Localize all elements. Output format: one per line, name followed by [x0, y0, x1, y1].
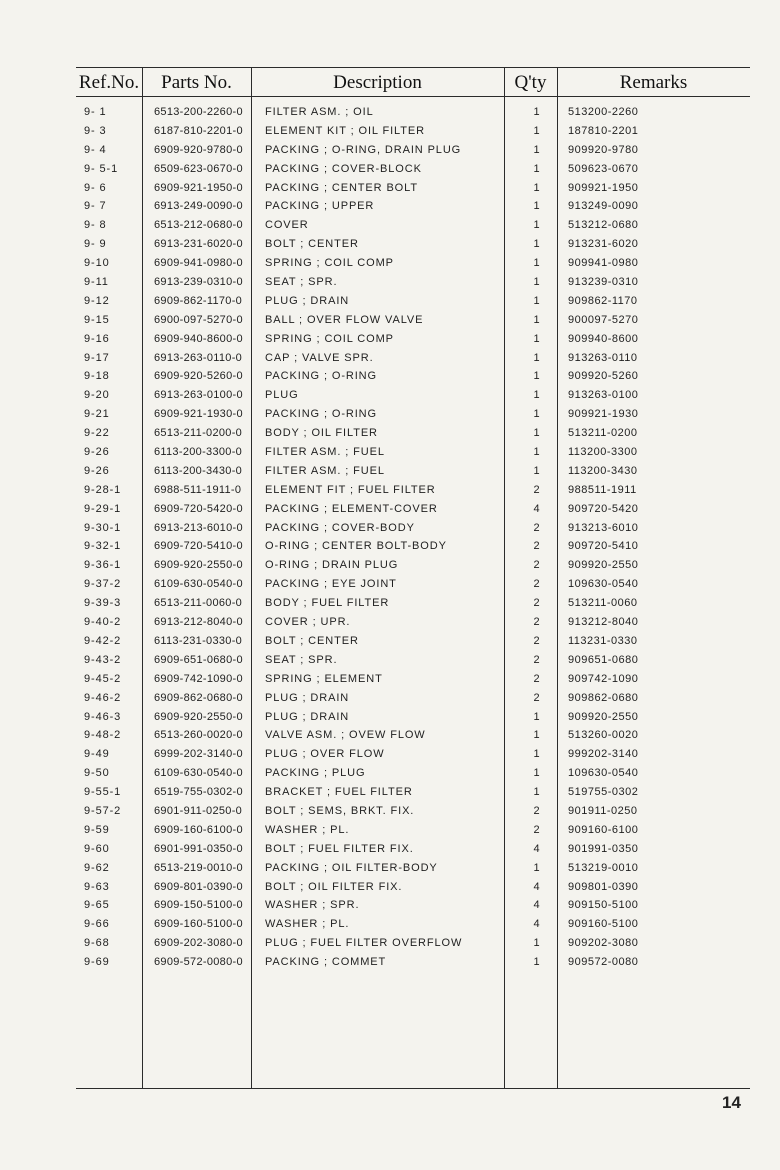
- qty-cell: 1: [533, 200, 541, 213]
- remarks-cell: 988511-1911: [568, 483, 637, 496]
- ref-no-cell: 9-57-2: [84, 804, 122, 817]
- remarks-cell: 913231-6020: [568, 238, 639, 251]
- table-body: [76, 103, 750, 972]
- table-row: [76, 500, 750, 519]
- parts-no-cell: 6909-720-5420-0: [154, 502, 243, 515]
- qty-cell: 1: [533, 408, 541, 421]
- parts-no-cell: 6109-630-0540-0: [154, 767, 243, 780]
- description-cell: WASHER ; SPR.: [265, 899, 360, 912]
- parts-no-cell: 6909-862-0680-0: [154, 691, 243, 704]
- page-number: 14: [722, 1093, 741, 1112]
- qty-cell: 2: [533, 691, 541, 704]
- table-row: [76, 915, 750, 934]
- description-cell: ELEMENT FIT ; FUEL FILTER: [265, 483, 436, 496]
- description-cell: ELEMENT KIT ; OIL FILTER: [265, 124, 425, 137]
- ref-no-cell: 9-26: [84, 446, 110, 459]
- qty-cell: 2: [533, 597, 541, 610]
- ref-no-cell: 9- 4: [84, 143, 107, 156]
- header-parts-no: Parts No.: [161, 72, 232, 93]
- qty-cell: 1: [533, 351, 541, 364]
- qty-cell: 1: [533, 219, 541, 232]
- ref-no-cell: 9-55-1: [84, 786, 122, 799]
- parts-no-cell: 6187-810-2201-0: [154, 124, 243, 137]
- qty-cell: 4: [533, 899, 541, 912]
- remarks-cell: 901991-0350: [568, 842, 639, 855]
- remarks-cell: 187810-2201: [568, 124, 639, 137]
- ref-no-cell: 9-11: [84, 276, 109, 289]
- description-cell: SEAT ; SPR.: [265, 653, 338, 666]
- parts-no-cell: 6909-572-0080-0: [154, 956, 243, 969]
- table-row: [76, 821, 750, 840]
- remarks-cell: 909651-0680: [568, 653, 639, 666]
- qty-cell: 2: [533, 540, 541, 553]
- qty-cell: 4: [533, 918, 541, 931]
- qty-cell: 2: [533, 672, 541, 685]
- ref-no-cell: 9-18: [84, 370, 110, 383]
- ref-no-cell: 9-65: [84, 899, 110, 912]
- description-cell: SPRING ; ELEMENT: [265, 672, 383, 685]
- table-row: [76, 802, 750, 821]
- qty-cell: 1: [533, 257, 541, 270]
- remarks-cell: 113200-3300: [568, 446, 638, 459]
- remarks-cell: 913263-0100: [568, 389, 639, 402]
- remarks-cell: 519755-0302: [568, 786, 639, 799]
- remarks-cell: 909921-1930: [568, 408, 639, 421]
- description-cell: PACKING ; COVER-BODY: [265, 521, 415, 534]
- parts-no-cell: 6913-249-0090-0: [154, 200, 243, 213]
- description-cell: PACKING ; O-RING: [265, 370, 377, 383]
- table-row: [76, 613, 750, 632]
- ref-no-cell: 9-39-3: [84, 597, 122, 610]
- ref-no-cell: 9- 3: [84, 124, 107, 137]
- parts-no-cell: 6909-921-1930-0: [154, 408, 243, 421]
- description-cell: BOLT ; FUEL FILTER FIX.: [265, 842, 414, 855]
- qty-cell: 1: [533, 276, 541, 289]
- parts-no-cell: 6913-263-0110-0: [154, 351, 243, 364]
- ref-no-cell: 9-15: [84, 313, 110, 326]
- table-row: [76, 934, 750, 953]
- qty-cell: 1: [533, 446, 541, 459]
- header-remarks: Remarks: [619, 72, 688, 93]
- ref-no-cell: 9-21: [84, 408, 110, 421]
- remarks-cell: 513211-0200: [568, 427, 638, 440]
- parts-no-cell: 6513-212-0680-0: [154, 219, 243, 232]
- remarks-cell: 513211-0060: [568, 597, 638, 610]
- remarks-cell: 909862-0680: [568, 691, 639, 704]
- table-row: [76, 273, 750, 292]
- remarks-cell: 113200-3430: [568, 464, 638, 477]
- remarks-cell: 909160-5100: [568, 918, 639, 931]
- parts-no-cell: 6909-801-0390-0: [154, 880, 243, 893]
- remarks-cell: 909920-9780: [568, 143, 639, 156]
- parts-no-cell: 6913-212-8040-0: [154, 616, 243, 629]
- parts-no-cell: 6913-213-6010-0: [154, 521, 243, 534]
- table-row: [76, 556, 750, 575]
- description-cell: SPRING ; COIL COMP: [265, 332, 394, 345]
- description-cell: PLUG ; DRAIN: [265, 710, 350, 723]
- table-row: [76, 953, 750, 972]
- table-row: [76, 840, 750, 859]
- ref-no-cell: 9- 6: [84, 181, 107, 194]
- parts-no-cell: 6509-623-0670-0: [154, 162, 243, 175]
- remarks-cell: 909941-0980: [568, 257, 639, 270]
- ref-no-cell: 9-59: [84, 823, 110, 836]
- parts-no-cell: 6909-940-8600-0: [154, 332, 243, 345]
- description-cell: BOLT ; CENTER: [265, 238, 359, 251]
- table-row: [76, 689, 750, 708]
- remarks-cell: 900097-5270: [568, 313, 639, 326]
- parts-no-cell: 6913-239-0310-0: [154, 276, 243, 289]
- description-cell: PLUG ; FUEL FILTER OVERFLOW: [265, 937, 463, 950]
- description-cell: BRACKET ; FUEL FILTER: [265, 786, 413, 799]
- qty-cell: 1: [533, 389, 541, 402]
- table-row: [76, 216, 750, 235]
- ref-no-cell: 9-10: [84, 257, 110, 270]
- description-cell: PACKING ; UPPER: [265, 200, 375, 213]
- header-bottom-rule: [76, 96, 750, 97]
- ref-no-cell: 9-43-2: [84, 653, 122, 666]
- parts-no-cell: 6988-511-1911-0: [154, 483, 242, 496]
- table-row: [76, 462, 750, 481]
- parts-no-cell: 6909-921-1950-0: [154, 181, 243, 194]
- parts-no-cell: 6909-742-1090-0: [154, 672, 243, 685]
- description-cell: SPRING ; COIL COMP: [265, 257, 394, 270]
- description-cell: CAP ; VALVE SPR.: [265, 351, 374, 364]
- description-cell: PLUG ; DRAIN: [265, 294, 350, 307]
- table-row: [76, 575, 750, 594]
- ref-no-cell: 9-20: [84, 389, 110, 402]
- ref-no-cell: 9-32-1: [84, 540, 122, 553]
- parts-no-cell: 6519-755-0302-0: [154, 786, 243, 799]
- parts-no-cell: 6909-651-0680-0: [154, 653, 243, 666]
- description-cell: O-RING ; CENTER BOLT-BODY: [265, 540, 447, 553]
- remarks-cell: 109630-0540: [568, 578, 639, 591]
- remarks-cell: 909940-8600: [568, 332, 639, 345]
- description-cell: PACKING ; COVER-BLOCK: [265, 162, 422, 175]
- description-cell: BODY ; FUEL FILTER: [265, 597, 390, 610]
- ref-no-cell: 9-17: [84, 351, 110, 364]
- qty-cell: 2: [533, 578, 541, 591]
- remarks-cell: 909720-5420: [568, 502, 639, 515]
- parts-no-cell: 6909-920-2550-0: [154, 559, 243, 572]
- ref-no-cell: 9-48-2: [84, 729, 122, 742]
- qty-cell: 4: [533, 842, 541, 855]
- header-ref-no: Ref.No.: [78, 72, 140, 93]
- ref-no-cell: 9-46-2: [84, 691, 122, 704]
- table-row: [76, 594, 750, 613]
- parts-no-cell: 6913-231-6020-0: [154, 238, 243, 251]
- table-row: [76, 141, 750, 160]
- ref-no-cell: 9-68: [84, 937, 110, 950]
- description-cell: FILTER ASM. ; FUEL: [265, 464, 385, 477]
- qty-cell: 1: [533, 370, 541, 383]
- parts-no-cell: 6113-200-3300-0: [154, 446, 243, 459]
- ref-no-cell: 9-36-1: [84, 559, 122, 572]
- ref-no-cell: 9-50: [84, 767, 110, 780]
- description-cell: PLUG ; DRAIN: [265, 691, 350, 704]
- table-header: [76, 67, 750, 96]
- remarks-cell: 909920-2550: [568, 559, 639, 572]
- qty-cell: 2: [533, 653, 541, 666]
- parts-no-cell: 6909-150-5100-0: [154, 899, 243, 912]
- description-cell: PLUG: [265, 389, 299, 402]
- qty-cell: 1: [533, 729, 541, 742]
- table-row: [76, 386, 750, 405]
- qty-cell: 1: [533, 181, 541, 194]
- ref-no-cell: 9-46-3: [84, 710, 122, 723]
- qty-cell: 2: [533, 634, 541, 647]
- parts-no-cell: 6513-260-0020-0: [154, 729, 243, 742]
- ref-no-cell: 9-26: [84, 464, 110, 477]
- qty-cell: 2: [533, 559, 541, 572]
- parts-no-cell: 6909-920-5260-0: [154, 370, 243, 383]
- ref-no-cell: 9-40-2: [84, 616, 122, 629]
- parts-no-cell: 6913-263-0100-0: [154, 389, 243, 402]
- description-cell: PACKING ; PLUG: [265, 767, 366, 780]
- remarks-cell: 109630-0540: [568, 767, 639, 780]
- table-row: [76, 670, 750, 689]
- ref-no-cell: 9-12: [84, 294, 110, 307]
- qty-cell: 1: [533, 332, 541, 345]
- parts-no-cell: 6909-720-5410-0: [154, 540, 243, 553]
- qty-cell: 2: [533, 823, 541, 836]
- description-cell: WASHER ; PL.: [265, 918, 350, 931]
- qty-cell: 4: [533, 502, 541, 515]
- parts-no-cell: 6513-211-0060-0: [154, 597, 243, 610]
- table-row: [76, 367, 750, 386]
- qty-cell: 1: [533, 861, 541, 874]
- table-row: [76, 311, 750, 330]
- table-row: [76, 745, 750, 764]
- description-cell: PACKING ; COMMET: [265, 956, 387, 969]
- description-cell: FILTER ASM. ; FUEL: [265, 446, 385, 459]
- table-row: [76, 292, 750, 311]
- qty-cell: 1: [533, 124, 541, 137]
- parts-no-cell: 6909-920-2550-0: [154, 710, 243, 723]
- ref-no-cell: 9-69: [84, 956, 110, 969]
- remarks-cell: 513212-0680: [568, 219, 639, 232]
- header-description: Description: [333, 72, 422, 93]
- ref-no-cell: 9-29-1: [84, 502, 122, 515]
- description-cell: PACKING ; ELEMENT-COVER: [265, 502, 438, 515]
- table-row: [76, 651, 750, 670]
- description-cell: FILTER ASM. ; OIL: [265, 106, 374, 118]
- description-cell: BOLT ; OIL FILTER FIX.: [265, 880, 403, 893]
- ref-no-cell: 9-45-2: [84, 672, 122, 685]
- ref-no-cell: 9-28-1: [84, 483, 122, 496]
- remarks-cell: 909160-6100: [568, 823, 639, 836]
- qty-cell: 1: [533, 786, 541, 799]
- parts-no-cell: 6113-231-0330-0: [154, 634, 243, 647]
- description-cell: VALVE ASM. ; OVEW FLOW: [265, 729, 426, 742]
- parts-no-cell: 6909-160-5100-0: [154, 918, 243, 931]
- header-qty: Q'ty: [514, 72, 547, 93]
- description-cell: O-RING ; DRAIN PLUG: [265, 559, 399, 572]
- parts-no-cell: 6909-862-1170-0: [154, 294, 243, 307]
- table-row: [76, 405, 750, 424]
- description-cell: PLUG ; OVER FLOW: [265, 748, 385, 761]
- qty-cell: 2: [533, 804, 541, 817]
- parts-no-cell: 6109-630-0540-0: [154, 578, 243, 591]
- qty-cell: 1: [533, 767, 541, 780]
- qty-cell: 1: [533, 748, 541, 761]
- remarks-cell: 909150-5100: [568, 899, 639, 912]
- remarks-cell: 909862-1170: [568, 294, 638, 307]
- description-cell: BOLT ; SEMS, BRKT. FIX.: [265, 804, 415, 817]
- description-cell: PACKING ; EYE JOINT: [265, 578, 397, 591]
- parts-no-cell: 6513-200-2260-0: [154, 106, 243, 118]
- ref-no-cell: 9- 1: [84, 106, 107, 118]
- table-row: [76, 859, 750, 878]
- ref-no-cell: 9-63: [84, 880, 110, 893]
- table-row: [76, 764, 750, 783]
- qty-cell: 4: [533, 880, 541, 893]
- parts-no-cell: 6113-200-3430-0: [154, 464, 243, 477]
- qty-cell: 1: [533, 143, 541, 156]
- table-row: [76, 726, 750, 745]
- table-row: [76, 349, 750, 368]
- table-row: [76, 103, 750, 122]
- table-row: [76, 896, 750, 915]
- description-cell: BOLT ; CENTER: [265, 634, 359, 647]
- table-row: [76, 179, 750, 198]
- parts-no-cell: 6901-911-0250-0: [154, 804, 243, 817]
- remarks-cell: 999202-3140: [568, 748, 639, 761]
- parts-no-cell: 6909-160-6100-0: [154, 823, 243, 836]
- ref-no-cell: 9- 9: [84, 238, 107, 251]
- table-row: [76, 122, 750, 141]
- qty-cell: 1: [533, 937, 541, 950]
- remarks-cell: 909921-1950: [568, 181, 639, 194]
- remarks-cell: 909720-5410: [568, 540, 639, 553]
- description-cell: PACKING ; O-RING, DRAIN PLUG: [265, 143, 462, 156]
- ref-no-cell: 9- 5-1: [84, 162, 119, 175]
- table-row: [76, 783, 750, 802]
- remarks-cell: 509623-0670: [568, 162, 639, 175]
- parts-no-cell: 6513-219-0010-0: [154, 861, 243, 874]
- remarks-cell: 901911-0250: [568, 804, 638, 817]
- remarks-cell: 913239-0310: [568, 276, 639, 289]
- remarks-cell: 913263-0110: [568, 351, 638, 364]
- remarks-cell: 513219-0010: [568, 861, 639, 874]
- remarks-cell: 913213-6010: [568, 521, 639, 534]
- remarks-cell: 913212-8040: [568, 616, 639, 629]
- remarks-cell: 909742-1090: [568, 672, 639, 685]
- description-cell: WASHER ; PL.: [265, 823, 350, 836]
- qty-cell: 1: [533, 294, 541, 307]
- ref-no-cell: 9-22: [84, 427, 110, 440]
- ref-no-cell: 9-16: [84, 332, 110, 345]
- remarks-cell: 913249-0090: [568, 200, 639, 213]
- description-cell: BALL ; OVER FLOW VALVE: [265, 313, 424, 326]
- ref-no-cell: 9-42-2: [84, 634, 122, 647]
- remarks-cell: 513200-2260: [568, 106, 639, 118]
- parts-no-cell: 6900-097-5270-0: [154, 313, 243, 326]
- qty-cell: 1: [533, 956, 541, 969]
- description-cell: PACKING ; O-RING: [265, 408, 377, 421]
- qty-cell: 1: [533, 313, 541, 326]
- remarks-cell: 513260-0020: [568, 729, 639, 742]
- ref-no-cell: 9- 8: [84, 219, 107, 232]
- remarks-cell: 909920-5260: [568, 370, 639, 383]
- qty-cell: 2: [533, 483, 541, 496]
- description-cell: PACKING ; OIL FILTER-BODY: [265, 861, 438, 874]
- remarks-cell: 909801-0390: [568, 880, 639, 893]
- ref-no-cell: 9-66: [84, 918, 110, 931]
- table-row: [76, 197, 750, 216]
- description-cell: PACKING ; CENTER BOLT: [265, 181, 418, 194]
- description-cell: COVER ; UPR.: [265, 616, 351, 629]
- table-row: [76, 443, 750, 462]
- table-row: [76, 330, 750, 349]
- remarks-cell: 909920-2550: [568, 710, 639, 723]
- ref-no-cell: 9-30-1: [84, 521, 122, 534]
- parts-table: [76, 67, 750, 1089]
- parts-no-cell: 6901-991-0350-0: [154, 842, 243, 855]
- table-row: [76, 708, 750, 727]
- parts-no-cell: 6909-941-0980-0: [154, 257, 243, 270]
- table-row: [76, 254, 750, 273]
- table-row: [76, 160, 750, 179]
- qty-cell: 1: [533, 162, 541, 175]
- table-row: [76, 632, 750, 651]
- table-bottom-rule: [76, 1088, 750, 1089]
- qty-cell: 1: [533, 106, 541, 118]
- table-row: [76, 878, 750, 897]
- remarks-cell: 113231-0330: [568, 634, 638, 647]
- qty-cell: 1: [533, 238, 541, 251]
- remarks-cell: 909202-3080: [568, 937, 639, 950]
- qty-cell: 2: [533, 521, 541, 534]
- parts-no-cell: 6513-211-0200-0: [154, 427, 243, 440]
- description-cell: BODY ; OIL FILTER: [265, 427, 378, 440]
- ref-no-cell: 9- 7: [84, 200, 107, 213]
- table-row: [76, 537, 750, 556]
- qty-cell: 2: [533, 616, 541, 629]
- ref-no-cell: 9-62: [84, 861, 110, 874]
- qty-cell: 1: [533, 464, 541, 477]
- table-row: [76, 424, 750, 443]
- ref-no-cell: 9-60: [84, 842, 110, 855]
- parts-no-cell: 6909-920-9780-0: [154, 143, 243, 156]
- table-row: [76, 481, 750, 500]
- parts-no-cell: 6909-202-3080-0: [154, 937, 243, 950]
- description-cell: COVER: [265, 219, 309, 232]
- table-row: [76, 235, 750, 254]
- ref-no-cell: 9-37-2: [84, 578, 122, 591]
- description-cell: SEAT ; SPR.: [265, 276, 338, 289]
- remarks-cell: 909572-0080: [568, 956, 639, 969]
- table-row: [76, 519, 750, 538]
- qty-cell: 1: [533, 427, 541, 440]
- qty-cell: 1: [533, 710, 541, 723]
- ref-no-cell: 9-49: [84, 748, 110, 761]
- parts-no-cell: 6999-202-3140-0: [154, 748, 243, 761]
